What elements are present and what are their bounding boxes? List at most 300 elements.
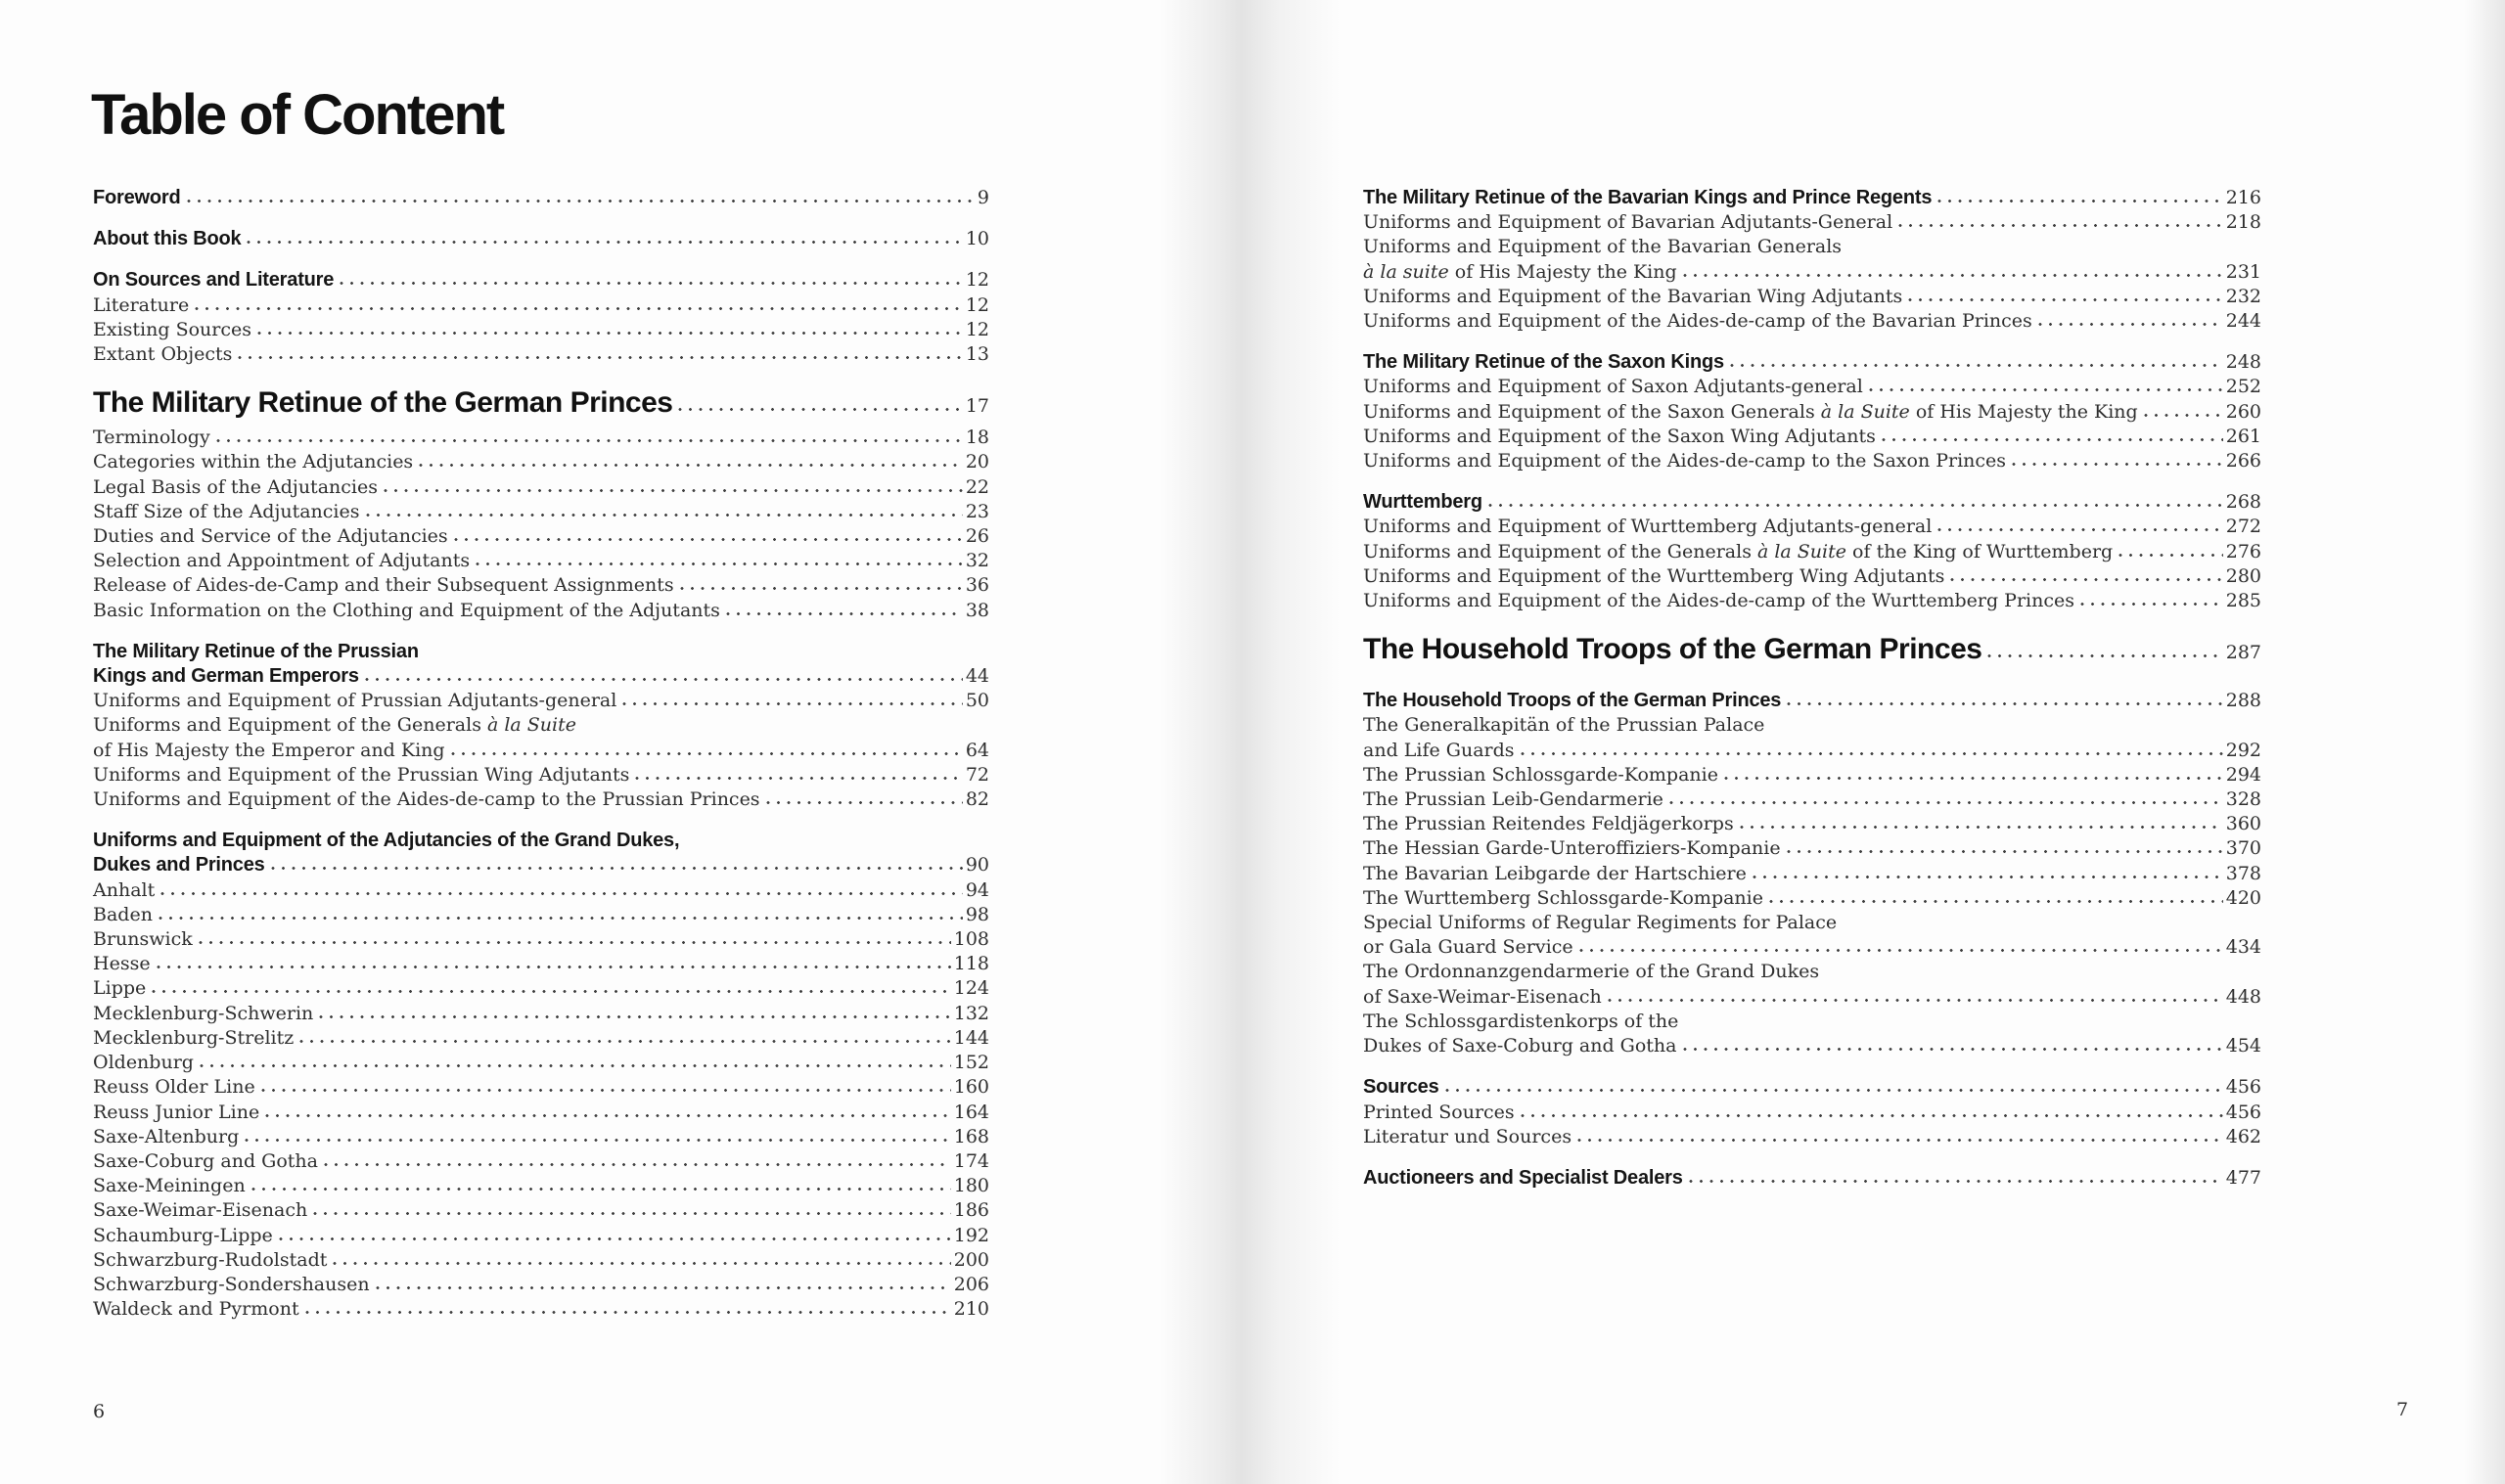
toc-entry-label-italic: à la Suite bbox=[1756, 540, 1847, 562]
toc-block bbox=[93, 383, 989, 623]
toc-entry-label: The Bavarian Leibgarde der Hartschiere bbox=[1363, 862, 1747, 884]
toc-entry-label: Special Uniforms of Regular Regiments for Palace bbox=[1363, 912, 1838, 934]
toc-entry-label: The Wurttemberg Schlossgarde-Kompanie bbox=[1363, 886, 1763, 909]
dot-leader bbox=[245, 1138, 950, 1143]
toc-entry-label: The Prussian Schlossgarde-Kompanie bbox=[1363, 763, 1718, 786]
toc-page-number: 232 bbox=[2225, 285, 2261, 307]
toc-entry-label: of His Majesty the Emperor and King bbox=[93, 739, 445, 761]
dot-leader bbox=[1445, 1088, 2223, 1093]
toc-heading bbox=[93, 383, 989, 426]
toc-page-number: 108 bbox=[953, 928, 989, 951]
toc-entry-label: The Military Retinue of the Bavarian Kings and Prince Regents bbox=[1363, 187, 1933, 208]
toc-entry bbox=[93, 976, 989, 1001]
toc-entry bbox=[1363, 960, 2261, 984]
toc-entry-label: Oldenburg bbox=[93, 1052, 194, 1074]
dot-leader bbox=[1753, 875, 2223, 879]
toc-entry bbox=[93, 426, 989, 450]
toc-heading bbox=[1363, 490, 2261, 515]
toc-page-number: 216 bbox=[2225, 187, 2261, 208]
toc-entry bbox=[1363, 375, 2261, 399]
toc-page-number: 132 bbox=[953, 1002, 989, 1024]
toc-page-number: 23 bbox=[965, 500, 989, 522]
toc-entry-label: Literature bbox=[93, 293, 190, 316]
toc-entry-label: Schwarzburg-Sondershausen bbox=[93, 1273, 370, 1295]
toc-entry-label: About this Book bbox=[93, 228, 242, 250]
toc-entry bbox=[93, 763, 989, 787]
toc-entry bbox=[1363, 812, 2261, 836]
toc-entry-label: The Military Retinue of the Prussian bbox=[93, 640, 419, 662]
dot-leader bbox=[365, 677, 963, 682]
dot-leader bbox=[1579, 948, 2223, 953]
toc-entry bbox=[93, 1297, 989, 1322]
toc-page-number: 98 bbox=[965, 903, 989, 925]
toc-entry-label: or Gala Guard Service bbox=[1363, 936, 1573, 959]
toc-entry bbox=[93, 903, 989, 927]
toc-entry-label: Uniforms and Equipment of the Aides-de-camp to the Prussian Princes bbox=[93, 788, 760, 811]
toc-entry-label-italic: à la Suite bbox=[1820, 400, 1910, 423]
toc-block bbox=[1363, 350, 2261, 473]
toc-entry-label: Saxe-Altenburg bbox=[93, 1125, 240, 1147]
toc-heading bbox=[93, 664, 989, 689]
toc-entry-label: Wurttemberg bbox=[1363, 491, 1482, 514]
toc-entry-label: Existing Sources bbox=[93, 318, 251, 340]
toc-entry-label: Saxe-Coburg and Gotha bbox=[93, 1149, 318, 1172]
folio-left: 6 bbox=[93, 1401, 106, 1422]
toc-block bbox=[93, 186, 989, 210]
toc-entry-label: Uniforms and Equipment of the Saxon Generals à la Suite of His Majesty the King bbox=[1363, 400, 2138, 423]
right-toc bbox=[1363, 186, 2261, 1207]
toc-page-number: 434 bbox=[2225, 936, 2261, 959]
dot-leader bbox=[680, 586, 963, 591]
dot-leader bbox=[160, 891, 963, 896]
dot-leader bbox=[1521, 751, 2223, 756]
dot-leader bbox=[1787, 849, 2223, 854]
toc-entry-label: Kings and German Emperors bbox=[93, 665, 359, 688]
dot-leader bbox=[622, 701, 962, 706]
toc-entry-label: Brunswick bbox=[93, 928, 193, 951]
dot-leader bbox=[195, 306, 963, 311]
dot-leader bbox=[1937, 199, 2222, 203]
toc-entry-label: The Schlossgardistenkorps of the bbox=[1363, 1010, 1679, 1032]
dot-leader bbox=[766, 800, 963, 805]
toc-entry-label: Uniforms and Equipment of the Generals à la Suite bbox=[93, 714, 577, 737]
toc-page-number: 82 bbox=[965, 788, 989, 811]
toc-entry bbox=[1363, 763, 2261, 787]
dot-leader bbox=[1669, 800, 2223, 805]
toc-entry-label: Sources bbox=[1363, 1076, 1439, 1099]
dot-leader bbox=[1898, 223, 2223, 228]
toc-page-number: 186 bbox=[953, 1199, 989, 1222]
toc-entry bbox=[1363, 285, 2261, 309]
page-edge-shadow bbox=[2464, 0, 2505, 1484]
dot-leader bbox=[1950, 577, 2222, 582]
toc-entry bbox=[93, 1198, 989, 1223]
toc-entry bbox=[1363, 564, 2261, 589]
toc-page-number: 294 bbox=[2225, 763, 2261, 786]
toc-page-number: 287 bbox=[2225, 642, 2261, 664]
toc-page-number: 218 bbox=[2225, 211, 2261, 234]
toc-entry-label: Baden bbox=[93, 903, 153, 925]
toc-entry-label: Extant Objects bbox=[93, 343, 233, 366]
dot-leader bbox=[1787, 701, 2223, 706]
toc-entry bbox=[93, 549, 989, 573]
toc-page-number: 206 bbox=[953, 1273, 989, 1295]
toc-block bbox=[93, 829, 989, 1322]
toc-page-number: 180 bbox=[953, 1175, 989, 1197]
toc-page-number: 12 bbox=[965, 318, 989, 340]
toc-entry-label: Uniforms and Equipment of the Bavarian Wing Adjutants bbox=[1363, 285, 1903, 307]
toc-page-number: 174 bbox=[953, 1149, 989, 1172]
toc-entry bbox=[93, 1125, 989, 1149]
toc-entry bbox=[1363, 886, 2261, 911]
toc-entry-label: Uniforms and Equipment of the Bavarian Generals bbox=[1363, 236, 1843, 258]
toc-entry-label: The Prussian Reitendes Feldjägerkorps bbox=[1363, 813, 1734, 835]
toc-page-number: 26 bbox=[965, 525, 989, 548]
dot-leader bbox=[257, 331, 963, 336]
toc-entry bbox=[1363, 515, 2261, 539]
toc-entry-label: The Military Retinue of the Saxon Kings bbox=[1363, 351, 1724, 374]
toc-entry bbox=[93, 524, 989, 549]
toc-heading bbox=[93, 268, 989, 292]
toc-heading bbox=[93, 186, 989, 210]
toc-entry bbox=[1363, 1034, 2261, 1058]
toc-page-number: 12 bbox=[965, 293, 989, 316]
dot-leader bbox=[1882, 437, 2223, 442]
toc-page-number: 13 bbox=[965, 343, 989, 366]
toc-entry-label: Terminology bbox=[93, 427, 210, 449]
toc-entry-label: Uniforms and Equipment of the Generals à la Suite of the King of Wurttemberg bbox=[1363, 540, 2114, 562]
dot-leader bbox=[1521, 1113, 2223, 1118]
toc-entry bbox=[93, 1002, 989, 1026]
dot-leader bbox=[1488, 503, 2223, 508]
toc-entry-label: Uniforms and Equipment of Bavarian Adjutants-General bbox=[1363, 211, 1893, 234]
toc-page-number: 261 bbox=[2225, 425, 2261, 447]
toc-heading bbox=[1363, 630, 2261, 672]
toc-entry-label: and Life Guards bbox=[1363, 739, 1515, 761]
toc-page-number: 288 bbox=[2225, 690, 2261, 712]
dot-leader bbox=[2038, 322, 2223, 327]
toc-page-number: 72 bbox=[965, 763, 989, 786]
dot-leader bbox=[305, 1310, 951, 1315]
left-toc bbox=[93, 186, 989, 1338]
toc-entry-label: Release of Aides-de-Camp and their Subsequent Assignments bbox=[93, 574, 674, 597]
toc-page-number: 448 bbox=[2225, 985, 2261, 1008]
dot-leader bbox=[726, 611, 963, 616]
toc-page-number: 280 bbox=[2225, 564, 2261, 587]
toc-page-number: 268 bbox=[2225, 491, 2261, 514]
toc-page-number: 144 bbox=[953, 1026, 989, 1049]
toc-entry-label: Mecklenburg-Strelitz bbox=[93, 1026, 295, 1049]
toc-page-number: 164 bbox=[953, 1101, 989, 1123]
toc-page-number: 94 bbox=[965, 878, 989, 901]
toc-entry bbox=[1363, 309, 2261, 334]
toc-entry-label: Lippe bbox=[93, 977, 147, 1000]
toc-page-number: 272 bbox=[2225, 516, 2261, 538]
toc-page-number: 266 bbox=[2225, 450, 2261, 472]
toc-entry bbox=[1363, 400, 2261, 425]
toc-entry-label: Hesse bbox=[93, 953, 151, 975]
toc-entry bbox=[1363, 787, 2261, 812]
toc-entry-label: Uniforms and Equipment of the Wurttemberg Wing Adjutants bbox=[1363, 564, 1945, 587]
toc-entry-label: Literatur und Sources bbox=[1363, 1125, 1572, 1147]
toc-entry-label: Staff Size of the Adjutancies bbox=[93, 500, 360, 522]
toc-entry bbox=[1363, 1125, 2261, 1149]
toc-heading bbox=[1363, 186, 2261, 210]
toc-entry bbox=[1363, 935, 2261, 960]
toc-entry bbox=[93, 318, 989, 342]
toc-entry bbox=[93, 1248, 989, 1273]
toc-heading bbox=[1363, 1166, 2261, 1191]
dot-leader bbox=[2118, 553, 2223, 558]
toc-heading bbox=[1363, 689, 2261, 713]
toc-page-number: 285 bbox=[2225, 590, 2261, 612]
toc-block bbox=[1363, 630, 2261, 672]
toc-entry-label: The Hessian Garde-Unteroffiziers-Kompanie bbox=[1363, 837, 1781, 860]
toc-entry bbox=[93, 293, 989, 318]
dot-leader bbox=[157, 965, 951, 969]
toc-entry-label: The Ordonnanzgendarmerie of the Grand Dukes bbox=[1363, 961, 1820, 983]
toc-page-number: 378 bbox=[2225, 862, 2261, 884]
toc-entry bbox=[1363, 1101, 2261, 1125]
toc-page-number: 32 bbox=[965, 550, 989, 572]
toc-block bbox=[93, 268, 989, 367]
toc-entry-label: Duties and Service of the Adjutancies bbox=[93, 525, 448, 548]
toc-entry-label: à la suite of His Majesty the King bbox=[1363, 260, 1677, 283]
toc-page-number: 160 bbox=[953, 1076, 989, 1099]
dot-leader bbox=[340, 281, 963, 286]
toc-entry-label: Saxe-Weimar-Eisenach bbox=[93, 1199, 308, 1222]
dot-leader bbox=[454, 537, 963, 542]
dot-leader bbox=[333, 1261, 950, 1266]
toc-entry-label: Mecklenburg-Schwerin bbox=[93, 1002, 314, 1024]
dot-leader bbox=[678, 407, 962, 412]
toc-entry bbox=[1363, 589, 2261, 613]
toc-page-number: 454 bbox=[2225, 1035, 2261, 1057]
dot-leader bbox=[1689, 1179, 2223, 1184]
toc-entry-label: Reuss Junior Line bbox=[93, 1101, 260, 1123]
toc-page-number: 248 bbox=[2225, 351, 2261, 374]
toc-entry-label-italic: à la Suite bbox=[486, 714, 577, 737]
toc-entry bbox=[93, 1101, 989, 1125]
dot-leader bbox=[419, 463, 963, 468]
toc-entry bbox=[93, 1075, 989, 1100]
toc-entry-label: Uniforms and Equipment of Wurttemberg Adjutants-general bbox=[1363, 516, 1933, 538]
dot-leader bbox=[376, 1285, 951, 1290]
toc-entry-label: Saxe-Meiningen bbox=[93, 1175, 246, 1197]
toc-entry-label: Selection and Appointment of Adjutants bbox=[93, 550, 471, 572]
toc-entry-label: Printed Sources bbox=[1363, 1101, 1515, 1123]
toc-block bbox=[93, 227, 989, 251]
toc-page-number: 244 bbox=[2225, 310, 2261, 333]
dot-leader bbox=[384, 488, 963, 493]
toc-page-number: 328 bbox=[2225, 788, 2261, 811]
toc-page-number: 18 bbox=[965, 427, 989, 449]
toc-page-number: 276 bbox=[2225, 540, 2261, 562]
toc-entry-label: Uniforms and Equipment of the Aides-de-camp to the Saxon Princes bbox=[1363, 450, 2007, 472]
toc-heading bbox=[1363, 350, 2261, 375]
dot-leader bbox=[2012, 462, 2223, 467]
toc-page-number: 252 bbox=[2225, 376, 2261, 398]
dot-leader bbox=[1724, 776, 2223, 781]
toc-page-number: 477 bbox=[2225, 1166, 2261, 1189]
toc-entry-label: Uniforms and Equipment of Prussian Adjutants-general bbox=[93, 690, 617, 712]
toc-entry-label: The Household Troops of the German Princes bbox=[1363, 690, 1782, 712]
dot-leader bbox=[200, 1063, 951, 1068]
toc-entry bbox=[1363, 739, 2261, 763]
dot-leader bbox=[366, 513, 963, 517]
toc-entry bbox=[93, 1174, 989, 1198]
toc-entry bbox=[93, 1149, 989, 1174]
toc-block bbox=[1363, 1166, 2261, 1191]
toc-entry bbox=[1363, 911, 2261, 935]
toc-block bbox=[1363, 490, 2261, 613]
toc-entry-label: Schwarzburg-Rudolstadt bbox=[93, 1248, 328, 1271]
toc-entry bbox=[1363, 425, 2261, 449]
toc-entry-label: Uniforms and Equipment of the Prussian Wing Adjutants bbox=[93, 763, 630, 786]
dot-leader bbox=[261, 1088, 951, 1093]
dot-leader bbox=[238, 355, 962, 360]
toc-page-number: 12 bbox=[965, 269, 989, 292]
toc-entry-label-italic: à la suite bbox=[1363, 260, 1449, 283]
toc-entry-label: Auctioneers and Specialist Dealers bbox=[1363, 1166, 1683, 1189]
dot-leader bbox=[247, 240, 962, 245]
toc-page-number: 210 bbox=[953, 1298, 989, 1321]
toc-entry-label: Dukes of Saxe-Coburg and Gotha bbox=[1363, 1035, 1677, 1057]
toc-heading bbox=[1363, 1075, 2261, 1100]
toc-page-number: 370 bbox=[2225, 837, 2261, 860]
dot-leader bbox=[187, 199, 975, 203]
dot-leader bbox=[159, 916, 963, 921]
toc-entry-label: Waldeck and Pyrmont bbox=[93, 1298, 299, 1321]
toc-entry bbox=[1363, 235, 2261, 259]
toc-entry-label: On Sources and Literature bbox=[93, 269, 335, 292]
toc-entry bbox=[93, 475, 989, 500]
dot-leader bbox=[279, 1237, 951, 1241]
toc-page-number: 38 bbox=[965, 599, 989, 621]
dot-leader bbox=[251, 1187, 951, 1192]
toc-heading bbox=[93, 640, 989, 664]
dot-leader bbox=[476, 562, 963, 566]
toc-page-number: 36 bbox=[965, 574, 989, 597]
toc-entry bbox=[1363, 836, 2261, 861]
toc-heading bbox=[93, 829, 989, 853]
toc-page-number: 292 bbox=[2225, 739, 2261, 761]
toc-heading bbox=[93, 227, 989, 251]
dot-leader bbox=[1683, 273, 2223, 278]
toc-page-number: 44 bbox=[965, 665, 989, 688]
dot-leader bbox=[324, 1162, 951, 1167]
toc-entry-label: The Household Troops of the German Princes bbox=[1363, 633, 1982, 666]
toc-entry bbox=[93, 952, 989, 976]
toc-page-number: 200 bbox=[953, 1248, 989, 1271]
dot-leader bbox=[319, 1014, 950, 1019]
folio-right: 7 bbox=[2396, 1399, 2409, 1420]
dot-leader bbox=[299, 1039, 950, 1044]
dot-leader bbox=[1869, 387, 2223, 392]
toc-entry-label: Uniforms and Equipment of the Aides-de-camp of the Bavarian Princes bbox=[1363, 310, 2032, 333]
dot-leader bbox=[1740, 825, 2223, 830]
toc-entry bbox=[93, 1273, 989, 1297]
dot-leader bbox=[1937, 527, 2222, 532]
toc-entry bbox=[1363, 540, 2261, 564]
toc-page-number: 456 bbox=[2225, 1101, 2261, 1123]
toc-entry-label: Anhalt bbox=[93, 878, 156, 901]
dot-leader bbox=[199, 940, 951, 945]
toc-entry bbox=[93, 878, 989, 903]
toc-entry-label: Uniforms and Equipment of the Saxon Wing Adjutants bbox=[1363, 425, 1876, 447]
toc-entry bbox=[93, 342, 989, 367]
toc-entry-label: Foreword bbox=[93, 187, 181, 208]
toc-entry-label: The Prussian Leib-Gendarmerie bbox=[1363, 788, 1663, 811]
toc-entry bbox=[1363, 1010, 2261, 1034]
toc-entry bbox=[93, 689, 989, 713]
dot-leader bbox=[1769, 899, 2223, 904]
dot-leader bbox=[2144, 413, 2223, 418]
toc-entry-label: Reuss Older Line bbox=[93, 1076, 255, 1099]
toc-page-number: 231 bbox=[2225, 260, 2261, 283]
toc-entry bbox=[93, 1026, 989, 1051]
toc-entry bbox=[93, 713, 989, 738]
toc-entry bbox=[1363, 985, 2261, 1010]
toc-entry bbox=[93, 1224, 989, 1248]
page-gutter-shadow bbox=[1160, 0, 1341, 1484]
page-title: Table of Content bbox=[91, 83, 504, 147]
dot-leader bbox=[2080, 602, 2223, 607]
toc-page-number: 17 bbox=[965, 395, 989, 418]
toc-entry bbox=[1363, 260, 2261, 285]
toc-page-number: 462 bbox=[2225, 1125, 2261, 1147]
toc-entry bbox=[1363, 713, 2261, 738]
toc-page-number: 90 bbox=[965, 854, 989, 877]
toc-page-number: 456 bbox=[2225, 1076, 2261, 1099]
toc-entry bbox=[1363, 862, 2261, 886]
toc-page-number: 22 bbox=[965, 475, 989, 498]
dot-leader bbox=[1987, 653, 2222, 658]
dot-leader bbox=[152, 989, 950, 994]
toc-page-number: 152 bbox=[953, 1052, 989, 1074]
toc-entry-label: Legal Basis of the Adjutancies bbox=[93, 475, 378, 498]
dot-leader bbox=[635, 776, 962, 781]
dot-leader bbox=[216, 438, 963, 443]
toc-entry bbox=[93, 787, 989, 812]
toc-page-number: 260 bbox=[2225, 400, 2261, 423]
toc-page-number: 20 bbox=[965, 451, 989, 473]
dot-leader bbox=[1908, 297, 2223, 302]
toc-entry-label: Basic Information on the Clothing and Equipment of the Adjutants bbox=[93, 599, 720, 621]
dot-leader bbox=[1608, 998, 2223, 1003]
toc-entry bbox=[93, 573, 989, 598]
toc-entry bbox=[93, 1051, 989, 1075]
dot-leader bbox=[1577, 1138, 2223, 1143]
toc-block bbox=[93, 640, 989, 812]
toc-entry bbox=[93, 500, 989, 524]
dot-leader bbox=[265, 1113, 951, 1118]
toc-entry-label: of Saxe-Weimar-Eisenach bbox=[1363, 985, 1602, 1008]
toc-page-number: 64 bbox=[965, 739, 989, 761]
toc-entry-label: Schaumburg-Lippe bbox=[93, 1224, 273, 1246]
toc-entry bbox=[1363, 210, 2261, 235]
toc-block bbox=[1363, 186, 2261, 334]
toc-entry-label: The Generalkapitän of the Prussian Palace bbox=[1363, 714, 1765, 737]
toc-block bbox=[1363, 1075, 2261, 1149]
toc-page-number: 124 bbox=[953, 977, 989, 1000]
toc-entry-label: Uniforms and Equipment of the Adjutancies of the Grand Dukes, bbox=[93, 830, 680, 852]
toc-page-number: 9 bbox=[977, 187, 989, 208]
toc-entry bbox=[93, 927, 989, 952]
toc-page-number: 360 bbox=[2225, 813, 2261, 835]
dot-leader bbox=[1730, 363, 2223, 368]
toc-page-number: 10 bbox=[965, 228, 989, 250]
